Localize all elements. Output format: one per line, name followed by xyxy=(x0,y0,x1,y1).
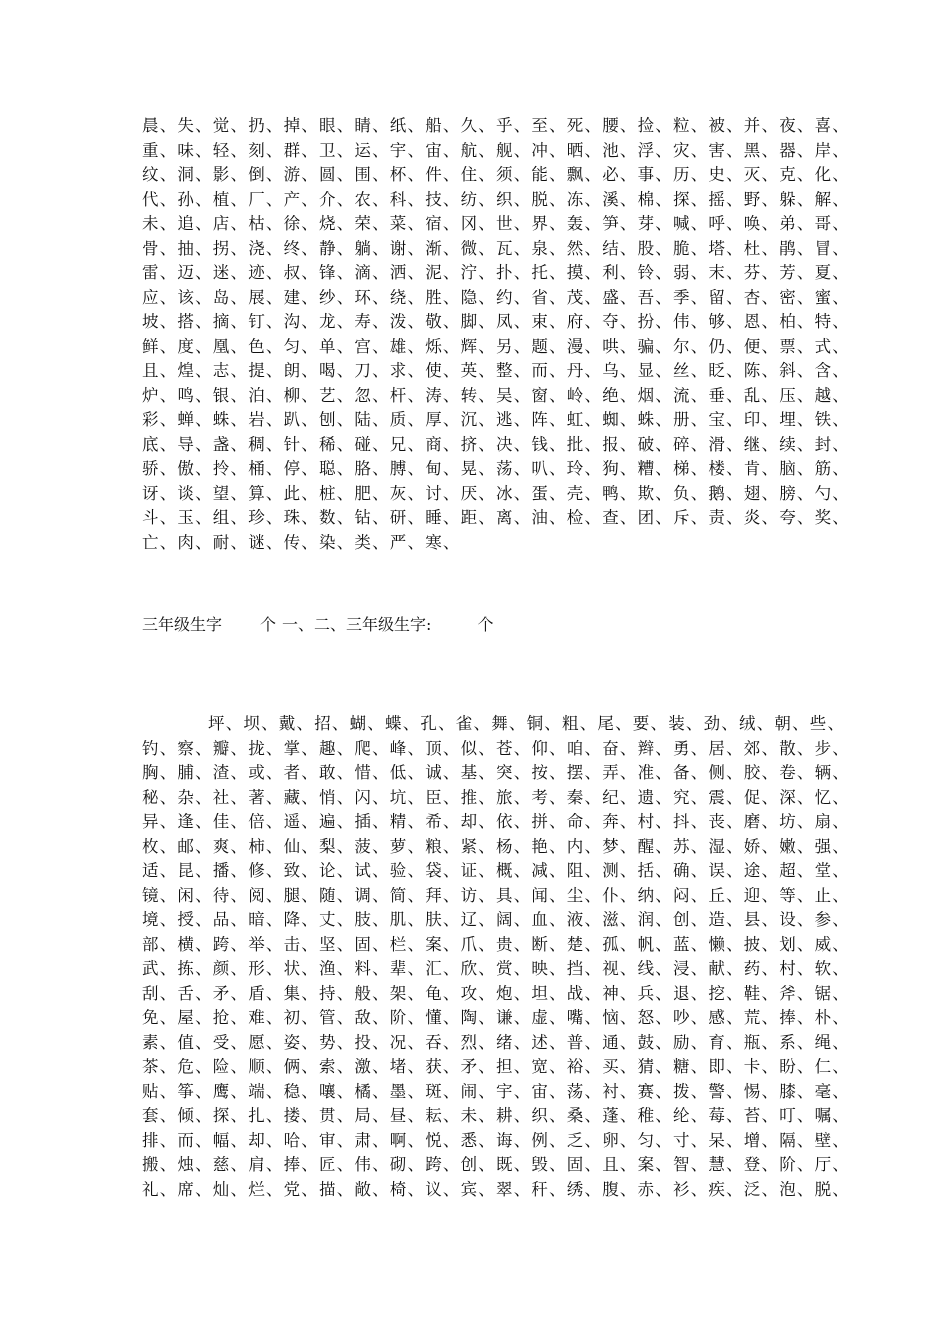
text-line: 茶、危、险、顺、俩、索、激、堵、获、矛、担、宽、裕、买、猜、糖、即、卡、盼、仁、 xyxy=(142,1057,850,1076)
text-line: 免、屋、抢、难、初、管、敌、阶、懂、陶、谦、虚、嘴、恼、怒、吵、感、荒、捧、朴、 xyxy=(142,1008,850,1027)
text-line: 重、味、轻、刻、群、卫、运、宇、宙、航、舰、冲、晒、池、浮、灾、害、黑、器、岸、 xyxy=(142,140,850,160)
heading-subtitle: 一、二、三年级生字: xyxy=(282,615,432,634)
text-line: 未、追、店、枯、徐、烧、荣、菜、宿、冈、世、界、轰、笋、芽、喊、呼、唤、弟、哥、 xyxy=(142,214,850,233)
text-line: 鲜、度、凰、色、匀、单、宫、雄、烁、辉、另、题、漫、哄、骗、尔、仍、便、票、式、 xyxy=(142,336,850,356)
text-line: 部、横、跨、举、击、坚、固、栏、案、爪、贵、断、楚、孤、帆、蓝、懒、披、划、威、 xyxy=(142,934,850,954)
text-line: 炉、鸣、银、泊、柳、艺、忽、杆、涛、转、吴、窗、岭、绝、烟、流、垂、乱、压、越、 xyxy=(142,385,850,405)
text-line: 钓、察、瓣、拢、掌、趣、爬、峰、顶、似、苍、仰、咱、奋、辫、勇、居、郊、散、步、 xyxy=(142,738,850,758)
section-heading xyxy=(142,612,493,638)
text-line: 晨、失、觉、扔、掉、眼、睛、纸、船、久、乎、至、死、腰、捡、粒、被、并、夜、喜、 xyxy=(142,116,850,135)
text-line: 贴、筝、鹰、端、稳、嚷、橘、墨、斑、闹、宇、宙、荡、衬、赛、拨、警、惕、膝、毫、 xyxy=(142,1081,850,1101)
heading-count-unit: 个 xyxy=(260,615,277,634)
text-line: 讶、谈、望、算、此、桩、肥、灰、讨、厌、冰、蛋、壳、鸭、欺、负、鹅、翅、膀、勺、 xyxy=(142,483,850,503)
text-line: 底、导、盏、稠、针、稀、碰、兄、商、挤、决、钱、批、报、破、碎、滑、继、续、封、 xyxy=(142,434,850,454)
text-line: 礼、席、灿、烂、党、描、敞、椅、议、宾、翠、秆、绣、腹、赤、衫、疾、泛、泡、脱、 xyxy=(142,1179,850,1199)
text-line: 代、孙、植、厂、产、介、农、科、技、纺、织、脱、冻、溪、棉、探、摇、野、躲、解、 xyxy=(142,189,850,209)
text-line: 胸、脯、渣、或、者、敢、惜、低、诚、基、突、按、摆、弄、准、备、侧、胶、卷、辆、 xyxy=(142,763,850,782)
text-line: 且、煌、志、提、朗、喝、刀、求、使、英、整、而、丹、乌、显、丝、眨、陈、斜、含、 xyxy=(142,361,850,380)
text-line: 雷、迈、迷、迹、叔、锋、滴、洒、泥、泞、扑、托、摸、利、铃、弱、末、芬、芳、夏、 xyxy=(142,263,850,282)
text-line: 套、倾、探、扎、搂、贯、局、昼、耘、未、耕、织、桑、蓬、稚、纶、莓、苔、叮、嘱、 xyxy=(142,1106,850,1125)
text-line: 斗、玉、组、珍、珠、数、钻、研、睡、距、离、油、检、查、团、斥、责、炎、夸、奖、 xyxy=(142,508,850,527)
heading-count-unit-2: 个 xyxy=(477,615,494,634)
text-line: 素、值、受、愿、姿、势、投、况、吞、烈、绪、述、普、通、鼓、励、育、瓶、系、绳、 xyxy=(142,1032,850,1052)
text-line: 坪、坝、戴、招、蝴、蝶、孔、雀、舞、铜、粗、尾、要、装、劲、绒、朝、些、 xyxy=(208,714,846,733)
text-line: 境、授、品、暗、降、丈、肢、肌、肤、辽、阔、血、液、滋、润、创、造、县、设、参、 xyxy=(142,910,850,929)
text-line: 骄、傲、拎、桶、停、聪、胳、膊、甸、晃、荡、叭、玲、狗、糟、梯、楼、肯、脑、筋、 xyxy=(142,459,850,478)
text-line: 亡、肉、耐、谜、传、染、类、严、寒、 xyxy=(142,532,461,552)
character-list-grade3 xyxy=(142,712,850,1202)
text-line: 异、逢、佳、倍、遥、遍、插、精、希、却、依、拼、命、奔、村、抖、丧、磨、坊、扇、 xyxy=(142,812,850,831)
text-line: 纹、洞、影、倒、游、圆、围、杯、件、住、须、能、飘、必、事、历、史、灭、克、化、 xyxy=(142,165,850,184)
text-line: 武、拣、颜、形、状、渔、料、辈、汇、欣、赏、映、挡、视、线、浸、献、药、村、软、 xyxy=(142,959,850,978)
text-line: 应、该、岛、展、建、纱、环、绕、胜、隐、约、省、茂、盛、吾、季、留、杏、密、蜜、 xyxy=(142,287,850,307)
text-line: 枚、邮、爽、柿、仙、梨、菠、萝、粮、紧、杨、艳、内、梦、醒、苏、湿、娇、嫩、强、 xyxy=(142,836,850,856)
text-line: 骨、抽、拐、浇、终、静、躺、谢、渐、微、瓦、泉、然、结、股、脆、塔、杜、鹃、冒、 xyxy=(142,238,850,258)
text-line: 刮、舌、矛、盾、集、持、般、架、龟、攻、炮、坦、战、神、兵、退、挖、鞋、斧、锯、 xyxy=(142,983,850,1003)
text-line: 搬、烛、慈、肩、捧、匠、伟、砌、跨、创、既、毁、固、且、案、智、慧、登、阶、厅、 xyxy=(142,1155,850,1174)
text-line: 适、昆、播、修、致、论、试、验、袋、证、概、减、阻、测、括、确、误、途、超、堂、 xyxy=(142,861,850,880)
character-list-grade2 xyxy=(142,114,850,555)
text-line: 排、而、幅、却、哈、审、肃、啊、悦、悉、诲、例、乏、卵、匀、寸、呆、增、隔、壁、 xyxy=(142,1130,850,1150)
heading-title: 三年级生字 xyxy=(142,615,223,634)
text-line: 镜、闲、待、阅、腿、随、调、简、拜、访、具、闻、尘、仆、纳、闷、丘、迎、等、止、 xyxy=(142,885,850,905)
text-line: 坡、搭、摘、钉、沟、龙、寿、泼、敬、脚、凤、束、府、夺、扮、伟、够、恩、柏、特、 xyxy=(142,312,850,331)
text-line: 彩、蝉、蛛、岩、趴、刨、陆、质、厚、沉、逃、阵、虹、蜘、蛛、册、宝、印、埋、铁、 xyxy=(142,410,850,429)
text-line: 秘、杂、社、著、藏、悄、闪、坑、臣、推、旅、考、秦、纪、遗、究、震、促、深、忆、 xyxy=(142,787,850,807)
